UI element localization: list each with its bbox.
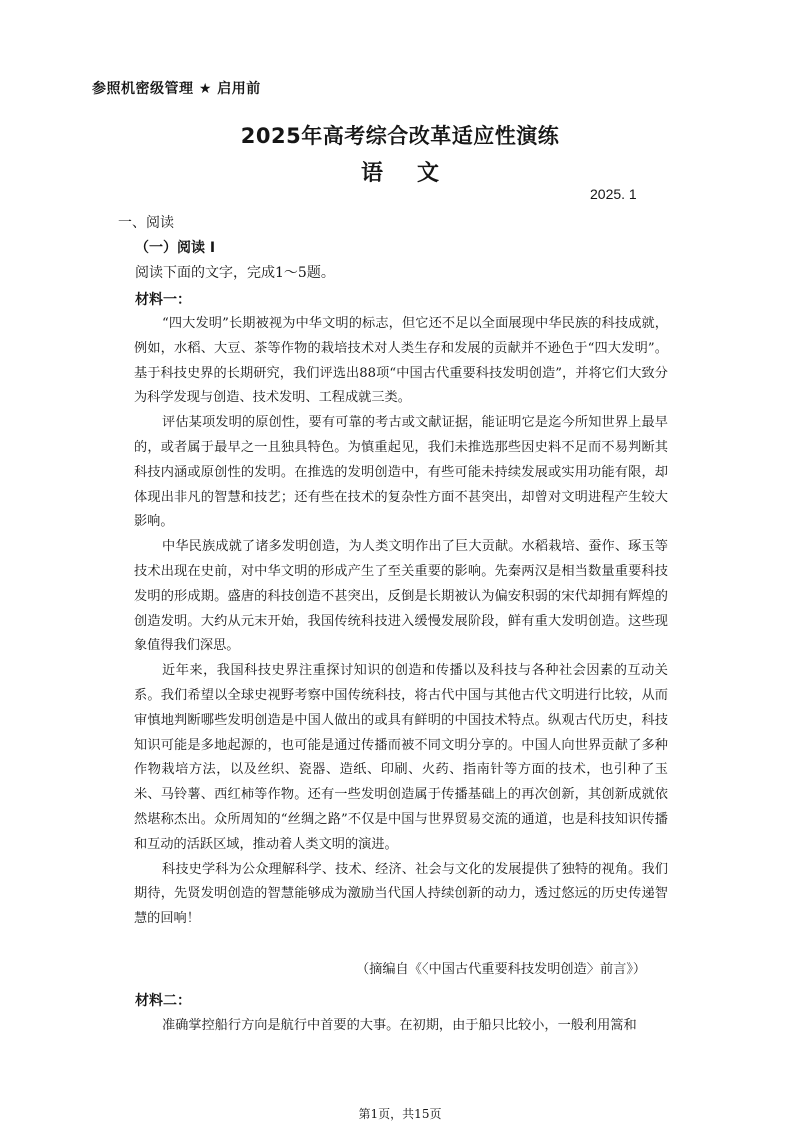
- paragraph: 评估某项发明的原创性，要有可靠的考古或文献证据，能证明它是迄今所知世界上最早的，或者属于最早之一且独具特色。为慎重起见，我们未推选那些因史料不足而不易判断其科技内涵或原创性的发明。在推选的发明创造中，有些可能未持续发展或实用功能有限，却体现出非凡的智慧和技艺；还有些在技术的复杂性方面不甚突出，却曾对文明进程产生较大影响。: [134, 415, 668, 530]
- reading-instruction: 阅读下面的文字，完成1～5题。: [135, 265, 335, 281]
- paragraph: 中华民族成就了诸多发明创造，为人类文明作出了巨大贡献。水稻栽培、蚕作、琢玉等技术出现在史前，对中华文明的形成产生了至关重要的影响。先秦两汉是相当数量重要科技发明的形成期。盛唐的科技创造不甚突出，反倒是长期被认为偏安积弱的宋代却拥有辉煌的创造发明。大约从元末开始，我国传统科技进入缓慢发展阶段，鲜有重大发明创造。这些现象值得我们深思。: [134, 539, 668, 654]
- paragraph: 近年来，我国科技史界注重探讨知识的创造和传播以及科技与各种社会因素的互动关系。我们希望以全球史视野考察中国传统科技，将古代中国与其他古代文明进行比较，从而审慎地判断哪些发明创造是中国人做出的或具有鲜明的中国技术特点。纵观古代历史，科技知识可能是多地起源的，也可能是通过传播而被不同文明分享的。中国人向世界贡献了多种作物栽培方法，以及丝织、瓷器、造纸、印刷、火药、指南针等方面的技术，也引种了玉米、马铃薯、西红柿等作物。还有一些发明创造属于传播基础上的再次创新，其创新成就依然堪称杰出。众所周知的“丝绸之路”不仅是中国与世界贸易交流的通道，也是科技知识传播和互动的活跃区域，推动着人类文明的演进。: [134, 663, 668, 852]
- paragraph: 科技史学科为公众理解科学、技术、经济、社会与文化的发展提供了独特的视角。我们期待，先贤发明创造的智慧能够成为激励当代国人持续创新的动力，透过悠远的历史传递智慧的回响！: [134, 861, 668, 927]
- material-one-body: [134, 312, 668, 932]
- subject-title: 语文: [360, 161, 473, 186]
- exam-date: 2025. 1: [590, 186, 637, 202]
- page-number: 第1页，共15页: [358, 1107, 442, 1121]
- material-two-paragraph: 准确掌控船行方向是航行中首要的大事。在初期，由于船只比较小，一般利用篙和: [162, 1018, 637, 1033]
- source-citation: （摘编自《〈中国古代重要科技发明创造〉前言》）: [356, 962, 647, 977]
- exam-title: 2025年高考综合改革适应性演练: [240, 124, 560, 148]
- material-one-label: 材料一：: [135, 292, 191, 308]
- section-heading: 一、阅读: [118, 215, 174, 231]
- classification-label: 参照机密级管理 ★ 启用前: [92, 81, 261, 97]
- material-two-label: 材料二：: [135, 993, 191, 1009]
- sub-heading: （一）阅读 I: [135, 240, 216, 256]
- paragraph: “四大发明”长期被视为中华文明的标志，但它还不足以全面展现中华民族的科技成就，例如，水稻、大豆、茶等作物的栽培技术对人类生存和发展的贡献并不逊色于“四大发明”。基于科技史界的长期研究，我们评选出88项“中国古代重要科技发明创造”，并将它们大致分为科学发现与创造、技术发明、工程成就三类。: [134, 316, 668, 406]
